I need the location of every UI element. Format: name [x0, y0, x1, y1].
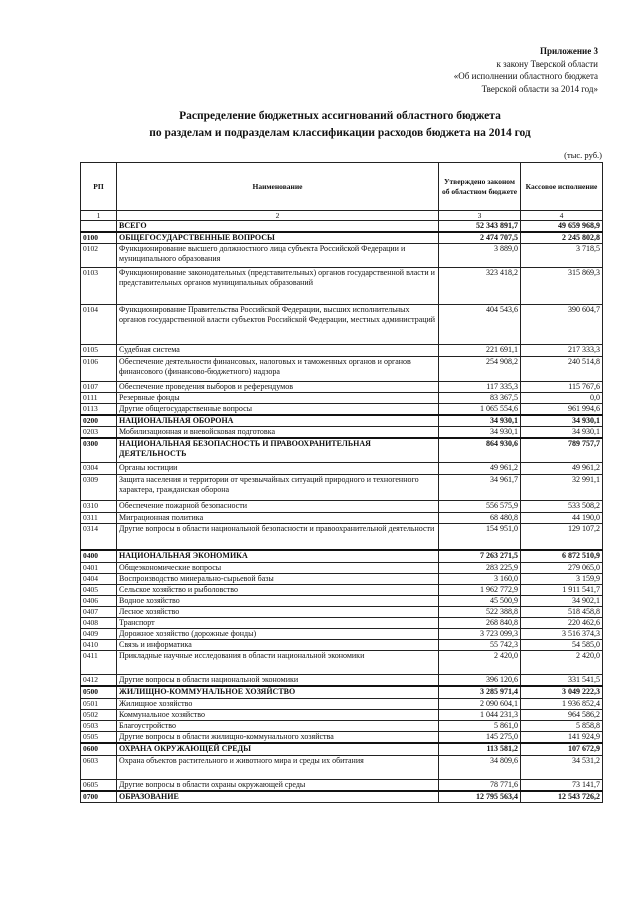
row-approved-amount: 2 474 707,5	[439, 232, 521, 244]
row-code: 0605	[81, 780, 117, 792]
row-name: Воспроизводство минерально-сырьевой базы	[117, 574, 439, 585]
table-row	[81, 305, 603, 345]
table-header-row	[81, 163, 603, 211]
row-approved-amount: 3 285 971,4	[439, 686, 521, 699]
row-name: Функционирование Правительства Российской Федерации, высших исполнительных органов государственной власти субъектов Российской Федерации, местных администраций	[117, 305, 439, 345]
row-executed-amount: 5 858,8	[521, 721, 603, 732]
row-name: ОХРАНА ОКРУЖАЮЩЕЙ СРЕДЫ	[117, 743, 439, 756]
row-code: 0404	[81, 574, 117, 585]
column-number: 2	[117, 211, 439, 221]
row-code: 0412	[81, 675, 117, 687]
row-approved-amount: 522 388,8	[439, 607, 521, 618]
table-row	[81, 268, 603, 305]
row-approved-amount: 396 120,6	[439, 675, 521, 687]
row-executed-amount: 12 543 726,2	[521, 791, 603, 803]
row-code: 0407	[81, 607, 117, 618]
row-name: Общеэкономические вопросы	[117, 563, 439, 574]
section-row	[81, 550, 603, 563]
row-name: НАЦИОНАЛЬНАЯ ЭКОНОМИКА	[117, 550, 439, 563]
row-executed-amount: 315 869,3	[521, 268, 603, 305]
row-executed-amount: 6 872 510,9	[521, 550, 603, 563]
row-approved-amount: 3 889,0	[439, 244, 521, 268]
row-executed-amount: 3 516 374,3	[521, 629, 603, 640]
table-row	[81, 699, 603, 710]
row-code: 0105	[81, 345, 117, 357]
table-row	[81, 756, 603, 780]
row-code: 0401	[81, 563, 117, 574]
row-code: 0503	[81, 721, 117, 732]
table-row	[81, 563, 603, 574]
row-code: 0103	[81, 268, 117, 305]
column-number: 3	[439, 211, 521, 221]
row-name: Водное хозяйство	[117, 596, 439, 607]
row-executed-amount: 279 065,0	[521, 563, 603, 574]
row-name: Жилищное хозяйство	[117, 699, 439, 710]
row-name: Функционирование высшего должностного лица субъекта Российской Федерации и муниципального образования	[117, 244, 439, 268]
section-row	[81, 791, 603, 803]
row-approved-amount: 2 420,0	[439, 651, 521, 675]
row-executed-amount: 533 508,2	[521, 501, 603, 513]
table-row	[81, 710, 603, 721]
appendix-line-2: «Об исполнении областного бюджета	[453, 71, 598, 81]
table-row	[81, 629, 603, 640]
row-approved-amount: 34 961,7	[439, 475, 521, 501]
table-row	[81, 404, 603, 416]
row-executed-amount: 44 190,0	[521, 513, 603, 524]
row-code: 0310	[81, 501, 117, 513]
table-body	[81, 221, 603, 803]
row-executed-amount: 107 672,9	[521, 743, 603, 756]
row-code: 0700	[81, 791, 117, 803]
table-row	[81, 513, 603, 524]
table-row	[81, 524, 603, 551]
row-approved-amount: 1 962 772,9	[439, 585, 521, 596]
row-code: 0107	[81, 382, 117, 393]
header-approved: Утверждено законом об областном бюджете	[439, 163, 521, 211]
row-code: 0311	[81, 513, 117, 524]
row-executed-amount: 32 991,1	[521, 475, 603, 501]
row-name: НАЦИОНАЛЬНАЯ БЕЗОПАСНОСТЬ И ПРАВООХРАНИТЕЛЬНАЯ ДЕЯТЕЛЬНОСТЬ	[117, 438, 439, 463]
row-code: 0411	[81, 651, 117, 675]
row-executed-amount: 49 659 968,9	[521, 221, 603, 233]
row-name: ОБРАЗОВАНИЕ	[117, 791, 439, 803]
row-approved-amount: 34 930,1	[439, 415, 521, 427]
row-code: 0314	[81, 524, 117, 551]
section-row	[81, 221, 603, 233]
row-approved-amount: 12 795 563,4	[439, 791, 521, 803]
appendix-line-1: к закону Тверской области	[496, 58, 598, 69]
row-approved-amount: 1 065 554,6	[439, 404, 521, 416]
table-row	[81, 244, 603, 268]
row-name: Обеспечение пожарной безопасности	[117, 501, 439, 513]
appendix-block	[298, 45, 598, 95]
row-name: Другие общегосударственные вопросы	[117, 404, 439, 416]
row-code: 0400	[81, 550, 117, 563]
row-executed-amount: 0,0	[521, 393, 603, 404]
row-name: Защита населения и территории от чрезвычайных ситуаций природного и техногенного характера, гражданская оборона	[117, 475, 439, 501]
row-name: Мобилизационная и вневойсковая подготовка	[117, 427, 439, 439]
row-approved-amount: 117 335,3	[439, 382, 521, 393]
row-approved-amount: 864 930,6	[439, 438, 521, 463]
row-name: Благоустройство	[117, 721, 439, 732]
header-executed: Кассовое исполнение	[521, 163, 603, 211]
row-approved-amount: 268 840,8	[439, 618, 521, 629]
table-row	[81, 382, 603, 393]
table-row	[81, 393, 603, 404]
row-approved-amount: 145 275,0	[439, 732, 521, 744]
row-executed-amount: 3 718,5	[521, 244, 603, 268]
header-rp: РП	[81, 163, 117, 211]
table-row	[81, 618, 603, 629]
budget-table	[80, 162, 603, 803]
row-approved-amount: 254 908,2	[439, 357, 521, 382]
row-code: 0603	[81, 756, 117, 780]
column-number: 4	[521, 211, 603, 221]
row-name: Другие вопросы в области национальной безопасности и правоохранительной деятельности	[117, 524, 439, 551]
row-executed-amount: 331 541,5	[521, 675, 603, 687]
row-code: 0111	[81, 393, 117, 404]
row-executed-amount: 220 462,6	[521, 618, 603, 629]
row-code: 0405	[81, 585, 117, 596]
row-name: Охрана объектов растительного и животного мира и среды их обитания	[117, 756, 439, 780]
row-name: ОБЩЕГОСУДАРСТВЕННЫЕ ВОПРОСЫ	[117, 232, 439, 244]
row-code: 0409	[81, 629, 117, 640]
row-name: Транспорт	[117, 618, 439, 629]
row-approved-amount: 221 691,1	[439, 345, 521, 357]
row-approved-amount: 3 160,0	[439, 574, 521, 585]
row-code: 0600	[81, 743, 117, 756]
row-approved-amount: 83 367,5	[439, 393, 521, 404]
row-executed-amount: 1 911 541,7	[521, 585, 603, 596]
row-code: 0500	[81, 686, 117, 699]
row-code: 0410	[81, 640, 117, 651]
row-name: НАЦИОНАЛЬНАЯ ОБОРОНА	[117, 415, 439, 427]
row-approved-amount: 34 809,6	[439, 756, 521, 780]
row-name: Прикладные научные исследования в области национальной экономики	[117, 651, 439, 675]
units-label: (тыс. руб.)	[564, 150, 602, 160]
row-executed-amount: 240 514,8	[521, 357, 603, 382]
row-executed-amount: 789 757,7	[521, 438, 603, 463]
table-row	[81, 357, 603, 382]
row-executed-amount: 34 531,2	[521, 756, 603, 780]
row-executed-amount: 518 458,8	[521, 607, 603, 618]
row-approved-amount: 55 742,3	[439, 640, 521, 651]
row-name: Обеспечение проведения выборов и референдумов	[117, 382, 439, 393]
row-executed-amount: 34 930,1	[521, 415, 603, 427]
row-approved-amount: 154 951,0	[439, 524, 521, 551]
row-name: ЖИЛИЩНО-КОММУНАЛЬНОЕ ХОЗЯЙСТВО	[117, 686, 439, 699]
row-name: Обеспечение деятельности финансовых, налоговых и таможенных органов и органов финансового (финансово-бюджетного) надзора	[117, 357, 439, 382]
row-approved-amount: 2 090 604,1	[439, 699, 521, 710]
row-approved-amount: 3 723 099,3	[439, 629, 521, 640]
row-name: Лесное хозяйство	[117, 607, 439, 618]
section-row	[81, 232, 603, 244]
row-executed-amount: 49 961,2	[521, 463, 603, 475]
row-executed-amount: 54 585,0	[521, 640, 603, 651]
table-row	[81, 640, 603, 651]
document-title	[80, 108, 600, 142]
row-code	[81, 221, 117, 233]
row-code: 0309	[81, 475, 117, 501]
row-approved-amount: 78 771,6	[439, 780, 521, 792]
row-code: 0113	[81, 404, 117, 416]
row-code: 0106	[81, 357, 117, 382]
section-row	[81, 415, 603, 427]
row-executed-amount: 34 902,1	[521, 596, 603, 607]
table-row	[81, 675, 603, 687]
row-approved-amount: 34 930,1	[439, 427, 521, 439]
appendix-line-3: Тверской области за 2014 год»	[481, 83, 598, 94]
table-row	[81, 607, 603, 618]
table-row	[81, 574, 603, 585]
row-executed-amount: 2 420,0	[521, 651, 603, 675]
row-code: 0102	[81, 244, 117, 268]
row-name: Коммунальное хозяйство	[117, 710, 439, 721]
table-row	[81, 732, 603, 744]
table-row	[81, 427, 603, 439]
row-name: Резервные фонды	[117, 393, 439, 404]
row-name: Миграционная политика	[117, 513, 439, 524]
table-row	[81, 345, 603, 357]
row-name: Другие вопросы в области охраны окружающей среды	[117, 780, 439, 792]
header-name: Наименование	[117, 163, 439, 211]
row-executed-amount: 964 586,2	[521, 710, 603, 721]
row-executed-amount: 115 767,6	[521, 382, 603, 393]
row-executed-amount: 3 049 222,3	[521, 686, 603, 699]
row-executed-amount: 141 924,9	[521, 732, 603, 744]
table-row	[81, 585, 603, 596]
table-row	[81, 651, 603, 675]
row-approved-amount: 283 225,9	[439, 563, 521, 574]
row-executed-amount: 1 936 852,4	[521, 699, 603, 710]
table-row	[81, 463, 603, 475]
column-number: 1	[81, 211, 117, 221]
row-approved-amount: 556 575,9	[439, 501, 521, 513]
row-executed-amount: 961 994,6	[521, 404, 603, 416]
row-executed-amount: 73 141,7	[521, 780, 603, 792]
row-code: 0408	[81, 618, 117, 629]
row-code: 0200	[81, 415, 117, 427]
row-name: Другие вопросы в области национальной экономики	[117, 675, 439, 687]
row-approved-amount: 49 961,2	[439, 463, 521, 475]
row-approved-amount: 45 500,9	[439, 596, 521, 607]
row-code: 0304	[81, 463, 117, 475]
row-name: Функционирование законодательных (представительных) органов государственной власти и представительных органов муниципальных образований	[117, 268, 439, 305]
appendix-title: Приложение 3	[539, 46, 598, 56]
row-executed-amount: 3 159,9	[521, 574, 603, 585]
row-approved-amount: 68 480,8	[439, 513, 521, 524]
row-name: Судебная система	[117, 345, 439, 357]
row-executed-amount: 2 245 802,8	[521, 232, 603, 244]
row-executed-amount: 390 604,7	[521, 305, 603, 345]
table-row	[81, 780, 603, 792]
row-approved-amount: 404 543,6	[439, 305, 521, 345]
table-row	[81, 596, 603, 607]
row-approved-amount: 52 343 891,7	[439, 221, 521, 233]
row-code: 0406	[81, 596, 117, 607]
row-executed-amount: 34 930,1	[521, 427, 603, 439]
row-approved-amount: 5 861,0	[439, 721, 521, 732]
row-code: 0100	[81, 232, 117, 244]
table-row	[81, 475, 603, 501]
row-approved-amount: 7 263 271,5	[439, 550, 521, 563]
section-row	[81, 438, 603, 463]
table-row	[81, 501, 603, 513]
row-name: Органы юстиции	[117, 463, 439, 475]
row-name: Дорожное хозяйство (дорожные фонды)	[117, 629, 439, 640]
row-name: Другие вопросы в области жилищно-коммунального хозяйства	[117, 732, 439, 744]
row-approved-amount: 113 581,2	[439, 743, 521, 756]
row-code: 0300	[81, 438, 117, 463]
row-executed-amount: 129 107,2	[521, 524, 603, 551]
row-name: ВСЕГО	[117, 221, 439, 233]
table-row	[81, 721, 603, 732]
row-executed-amount: 217 333,3	[521, 345, 603, 357]
row-code: 0502	[81, 710, 117, 721]
row-approved-amount: 1 044 231,3	[439, 710, 521, 721]
title-line-1: Распределение бюджетных ассигнований областного бюджета	[179, 110, 501, 122]
row-code: 0203	[81, 427, 117, 439]
title-line-2: по разделам и подразделам классификации расходов бюджета на 2014 год	[149, 127, 531, 139]
row-code: 0505	[81, 732, 117, 744]
row-name: Связь и информатика	[117, 640, 439, 651]
row-code: 0501	[81, 699, 117, 710]
section-row	[81, 743, 603, 756]
column-number-row	[81, 211, 603, 221]
section-row	[81, 686, 603, 699]
row-code: 0104	[81, 305, 117, 345]
row-approved-amount: 323 418,2	[439, 268, 521, 305]
row-name: Сельское хозяйство и рыболовство	[117, 585, 439, 596]
